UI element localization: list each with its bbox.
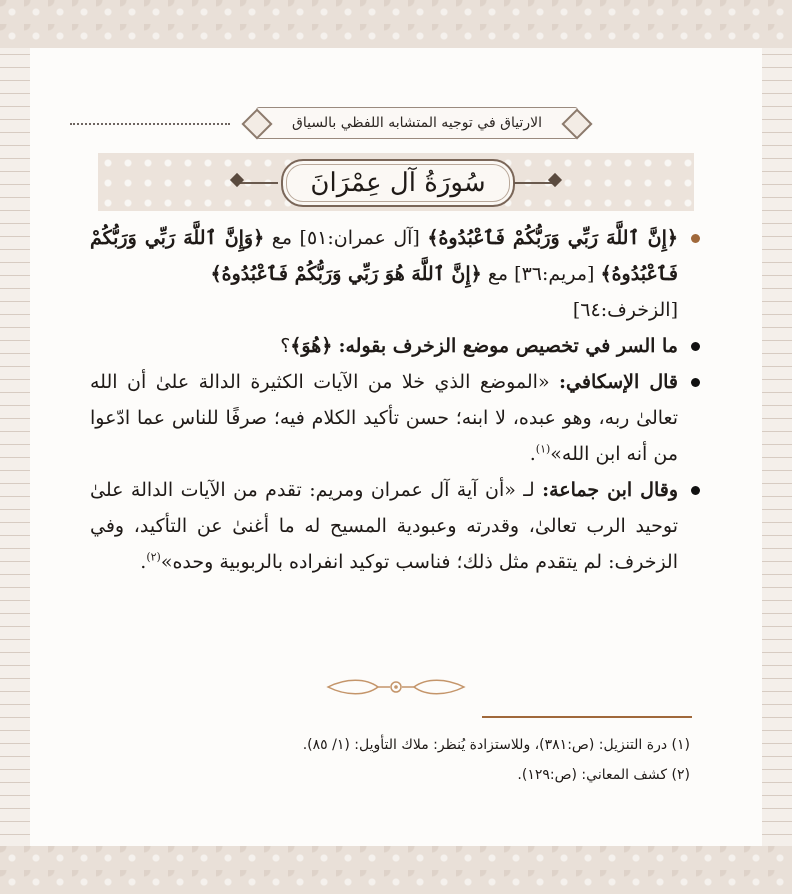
quote-iskafi: «الموضع الذي خلا من الآيات الكثيرة الدالة علىٰ أن الله تعالىٰ ربه، وهو عبده، لا ابنه؛ حسن تأكيد الكلام فيه؛ صرفًا للناس عما ادّعوا من أنه ابن الله» [90, 371, 678, 465]
top-ornament-band [0, 0, 792, 48]
footnote-ref-1[interactable]: (١) [535, 442, 551, 456]
surah-line-left [238, 182, 278, 184]
footnote-rule [482, 716, 692, 718]
footnotes [90, 730, 690, 790]
end-period: . [529, 443, 536, 465]
footnote-2: (٢) كشف المعاني: (ص:١٢٩). [517, 767, 690, 783]
surah-header [98, 153, 694, 211]
footnote-ref-2[interactable]: (٢) [146, 550, 161, 564]
right-border-strip [762, 48, 792, 846]
surah-title: سُورَةُ آل عِمْرَانَ [310, 168, 486, 198]
quote-ibn-jamaa: لـ «أن آية آل عمران ومريم: تقدم من الآيات الدالة علىٰ توحيد الرب تعالىٰ، وقدرته وعبودية المسيح له ما أغنىٰ عن التأكيد، وفي الزخرف: لم يتقدم مثل ذلك؛ فناسب توكيد انفراده بالربوبية وحده» [90, 479, 678, 573]
bullet-icon [691, 234, 700, 243]
bullet-icon [691, 378, 700, 387]
ayah-ref-aal-imran: [آل عمران:٥١] [299, 227, 420, 249]
footnote-1: (١) درة التنزيل: (ص:٣٨١)، وللاستزادة يُنظر: ملاك التأويل: (١/ ٨٥). [302, 737, 690, 753]
list-item-ayat [90, 220, 700, 328]
speaker-ibn-jamaa: وقال ابن جماعة: [542, 479, 679, 501]
list-item-ibn-jamaa [90, 472, 700, 580]
question-text: ما السر في تخصيص موضع الزخرف بقوله: [338, 335, 678, 357]
ayah-maryam: ﴿وَإِنَّ ٱللَّهَ رَبِّي وَرَبُّكُمْ فَٱعْبُدُوهُ﴾ [90, 227, 678, 285]
running-head-frame [256, 107, 578, 139]
list-item-question [90, 328, 700, 364]
ornament-divider-icon [326, 676, 466, 698]
speaker-iskafi: قال الإسكافي: [559, 371, 679, 393]
running-head-dotted-rule [70, 123, 230, 125]
bullet-icon [691, 342, 700, 351]
ayah-ref-zukhruf: [الزخرف:٦٤] [572, 299, 678, 321]
running-head-title: الارتياق في توجيه المتشابه اللفظي بالسياق [292, 115, 542, 131]
end-period: . [140, 551, 147, 573]
bullet-icon [691, 486, 700, 495]
surah-line-right [514, 182, 554, 184]
running-head [70, 103, 690, 143]
bottom-ornament-band [0, 846, 792, 894]
main-content [90, 220, 700, 580]
surah-title-frame [281, 159, 515, 207]
question-word: ﴿هُوَ﴾ [290, 335, 333, 357]
ayah-aal-imran: ﴿إِنَّ ٱللَّهَ رَبِّي وَرَبُّكُمْ فَٱعْبُدُوهُ﴾ [427, 227, 678, 249]
left-border-strip [0, 48, 30, 846]
connector-with: مع [487, 263, 509, 285]
list-item-iskafi [90, 364, 700, 472]
surah-diamond-right [548, 173, 562, 187]
surah-diamond-left [230, 173, 244, 187]
connector-with: مع [271, 227, 293, 249]
ayah-ref-maryam: [مريم:٣٦] [514, 263, 595, 285]
ayah-zukhruf: ﴿إِنَّ ٱللَّهَ هُوَ رَبِّي وَرَبُّكُمْ فَٱعْبُدُوهُ﴾ [210, 263, 482, 285]
question-mark: ؟ [280, 335, 291, 357]
